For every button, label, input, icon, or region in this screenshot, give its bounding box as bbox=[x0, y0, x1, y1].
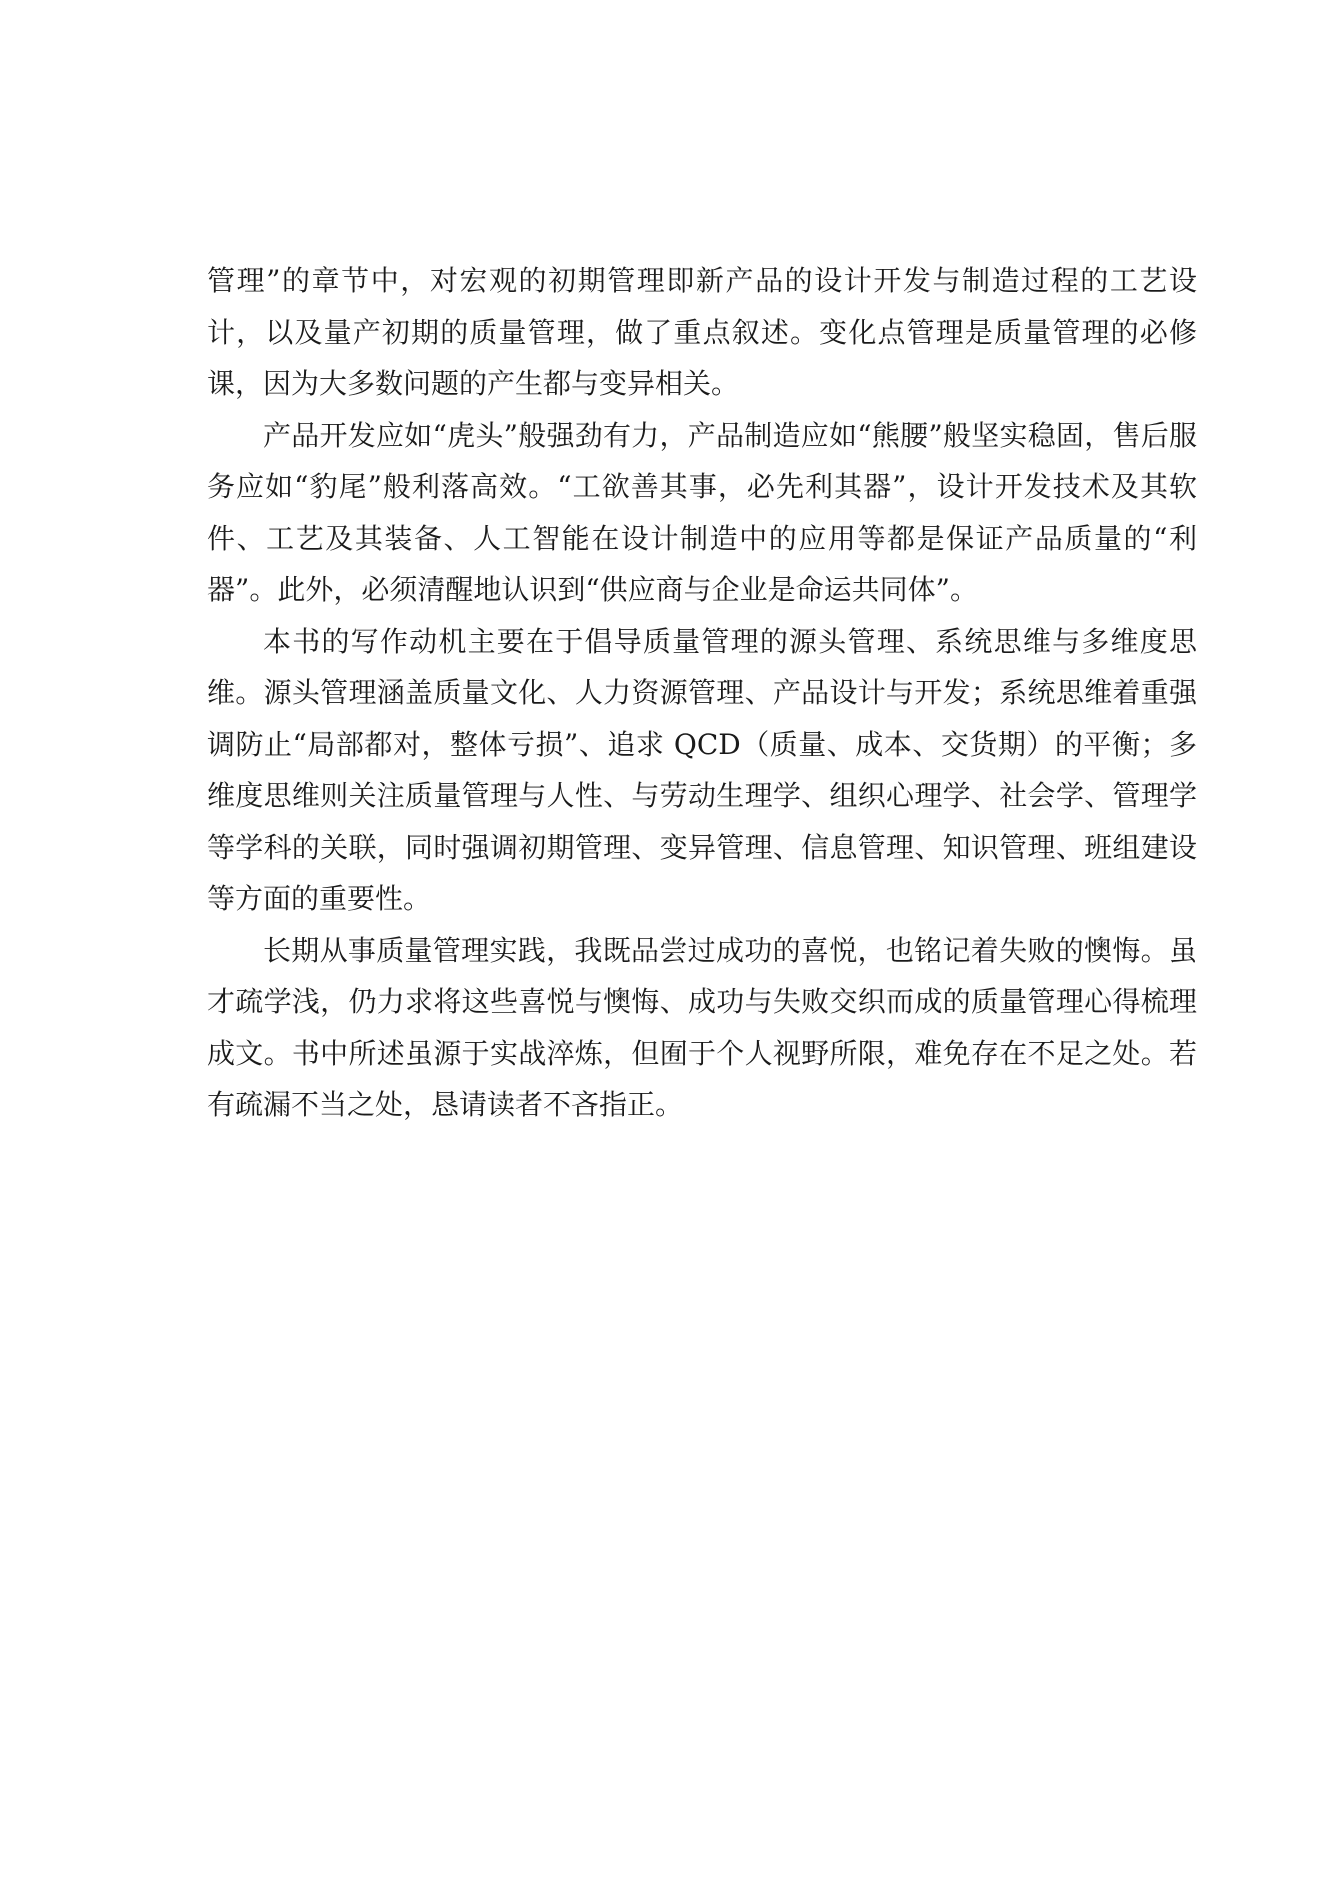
paragraph: 产品开发应如“虎头”般强劲有力，产品制造应如“熊腰”般坚实稳固，售后服务应如“豹尾”般利落高效。“工欲善其事，必先利其器”，设计开发技术及其软件、工艺及其装备、人工智能在设计制造中的应用等都是保证产品质量的“利器”。此外，必须清醒地认识到“供应商与企业是命运共同体”。 bbox=[207, 418, 1197, 606]
paragraph: 长期从事质量管理实践，我既品尝过成功的喜悦，也铭记着失败的懊悔。虽才疏学浅，仍力求将这些喜悦与懊悔、成功与失败交织而成的质量管理心得梳理成文。书中所述虽源于实战淬炼，但囿于个人视野所限，难免存在不足之处。若有疏漏不当之处，恳请读者不吝指正。 bbox=[207, 933, 1197, 1121]
paragraph-continued: 管理”的章节中，对宏观的初期管理即新产品的设计开发与制造过程的工艺设计，以及量产初期的质量管理，做了重点叙述。变化点管理是质量管理的必修课，因为大多数问题的产生都与变异相关。 bbox=[207, 264, 1197, 400]
body-text bbox=[207, 255, 1197, 1131]
paragraph: 本书的写作动机主要在于倡导质量管理的源头管理、系统思维与多维度思维。源头管理涵盖质量文化、人力资源管理、产品设计与开发；系统思维着重强调防止“局部都对，整体亏损”、追求 QCD（质量、成本、交货期）的平衡；多维度思维则关注质量管理与人性、与劳动生理学、组织心理学、社会学、管理学等学科的关联，同时强调初期管理、变异管理、信息管理、知识管理、班组建设等方面的重要性。 bbox=[207, 624, 1197, 915]
